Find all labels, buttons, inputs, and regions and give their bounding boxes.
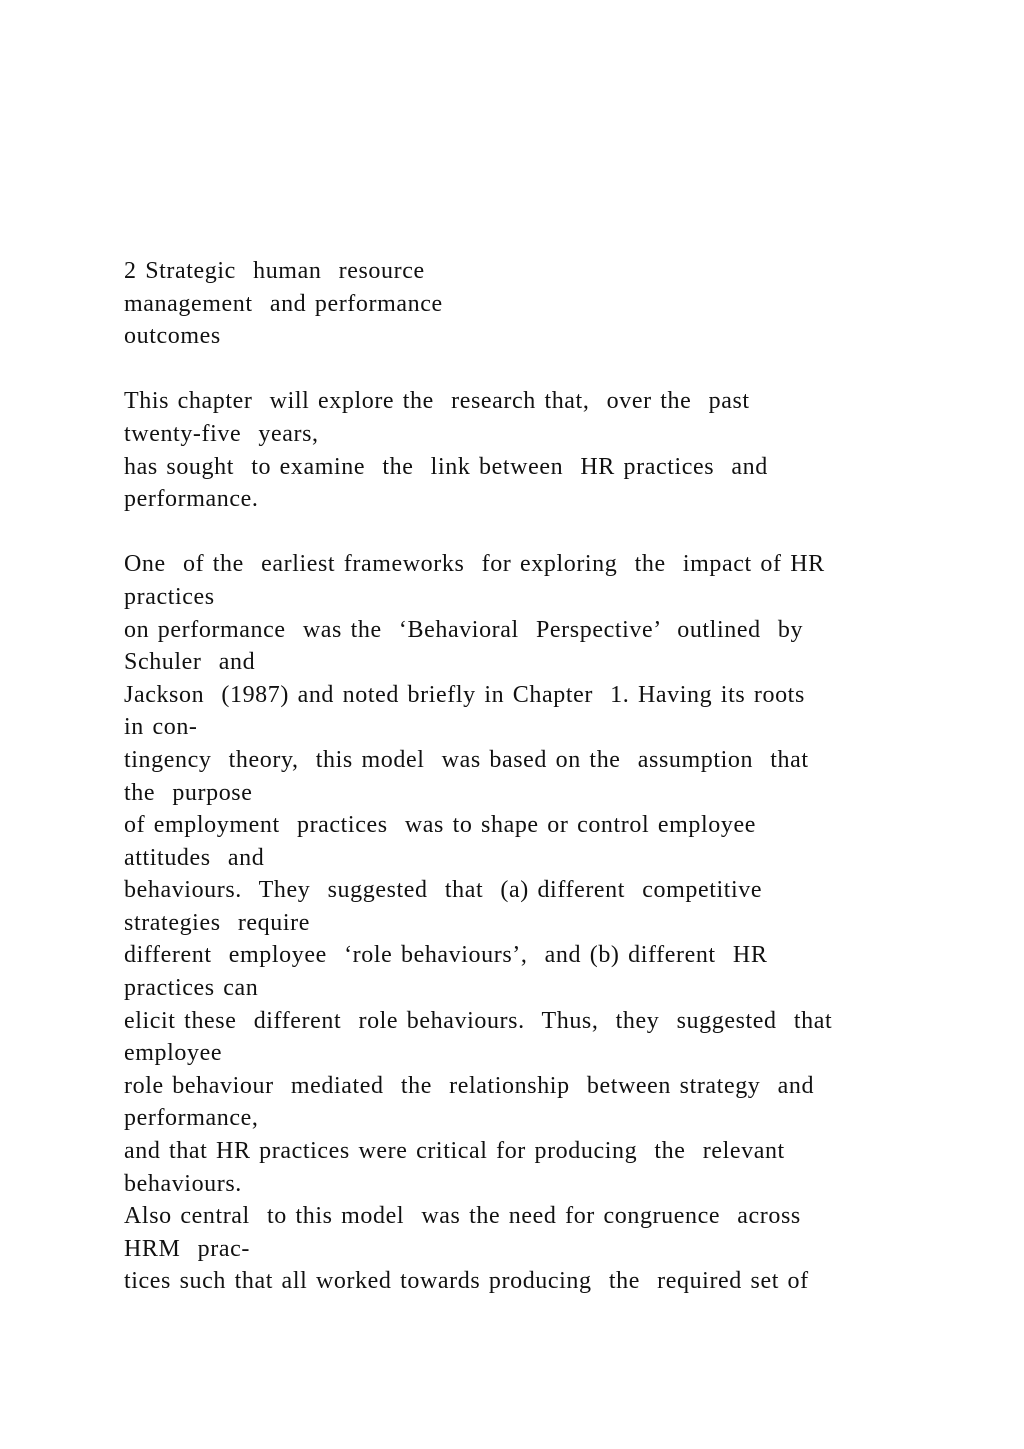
text-line: on performance was the ‘Behavioral Perspective’ outlined by (124, 616, 804, 643)
text-line: tices such that all worked towards producing the required set of (124, 1268, 809, 1295)
chapter-title (124, 255, 914, 353)
paragraph-behavioral-perspective (124, 548, 914, 1298)
text-line: in con- (124, 714, 198, 741)
text-line: One of the earliest frameworks for exploring the impact of HR (124, 551, 825, 578)
title-line: 2 Strategic human resource (124, 258, 425, 284)
text-line: and that HR practices were critical for producing the relevant (124, 1138, 785, 1165)
text-line: twenty-five years, (124, 420, 319, 447)
text-line: practices (124, 583, 215, 610)
text-line: of employment practices was to shape or control employee (124, 812, 756, 839)
text-line: elicit these different role behaviours. Thus, they suggested that (124, 1007, 833, 1034)
text-line: strategies require (124, 909, 310, 936)
text-line: Schuler and (124, 649, 256, 676)
text-line: tingency theory, this model was based on the assumption that (124, 746, 809, 773)
text-line: behaviours. They suggested that (a) different competitive (124, 877, 763, 904)
text-line: performance. (124, 486, 259, 513)
text-line: attitudes and (124, 844, 265, 871)
text-line: has sought to examine the link between HR practices and (124, 453, 768, 480)
title-line: management and performance (124, 290, 443, 317)
blank-line (124, 516, 914, 549)
text-line: performance, (124, 1105, 259, 1132)
text-line: behaviours. (124, 1170, 242, 1197)
document-body (124, 255, 914, 1298)
text-line: different employee ‘role behaviours’, and (b) different HR (124, 942, 768, 969)
paragraph-intro (124, 385, 914, 515)
blank-line (124, 353, 914, 386)
text-line: role behaviour mediated the relationship between strategy and (124, 1072, 815, 1099)
title-line: outcomes (124, 323, 221, 350)
text-line: Jackson (1987) and noted briefly in Chapter 1. Having its roots (124, 681, 805, 708)
text-line: practices can (124, 975, 259, 1002)
text-line: This chapter will explore the research that, over the past (124, 388, 750, 415)
text-line: employee (124, 1040, 223, 1067)
text-line: HRM prac- (124, 1235, 250, 1262)
text-line: the purpose (124, 779, 253, 806)
text-line: Also central to this model was the need for congruence across (124, 1203, 801, 1230)
